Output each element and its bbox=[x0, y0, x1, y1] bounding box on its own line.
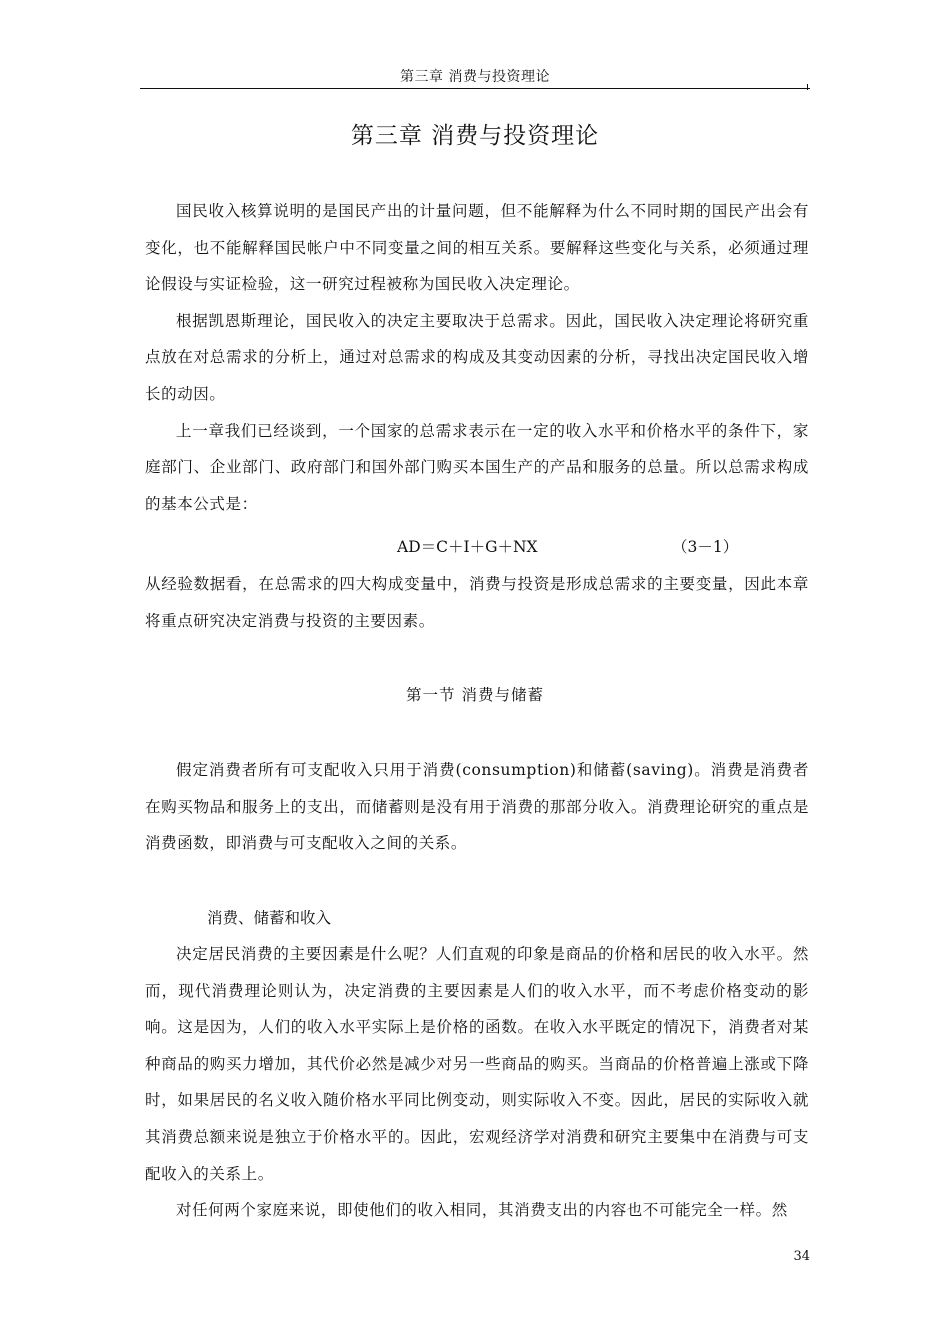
subsection-title bbox=[145, 900, 809, 937]
subsection-title-text: 消费、储蓄和收入 bbox=[207, 909, 332, 927]
paragraph: 决定居民消费的主要因素是什么呢？人们直观的印象是商品的价格和居民的收入水平。然而，现代消费理论则认为，决定消费的主要因素是人们的收入水平，而不考虑价格变动的影响。这是因为，人们的收入水平实际上是价格的函数。在收入水平既定的情况下，消费者对某种商品的购买力增加，其代价必然是减少对另一些商品的购买。当商品的价格普遍上涨或下降时，如果居民的名义收入随价格水平同比例变动，则实际收入不变。因此，居民的实际收入就其消费总额来说是独立于价格水平的。因此，宏观经济学对消费和研究主要集中在消费与可支配收入的关系上。 bbox=[145, 945, 809, 1183]
section-title: 第一节 消费与储蓄 bbox=[406, 686, 544, 704]
running-header: 第三章 消费与投资理论 bbox=[400, 69, 550, 85]
post-formula-text bbox=[145, 566, 809, 639]
paragraph: 上一章我们已经谈到，一个国家的总需求表示在一定的收入水平和价格水平的条件下，家庭部门、企业部门、政府部门和国外部门购买本国生产的产品和服务的总量。所以总需求构成的基本公式是： bbox=[145, 421, 809, 513]
header-rule bbox=[140, 88, 810, 89]
header-rule-tick bbox=[807, 84, 808, 90]
equation-number: （3－1） bbox=[672, 538, 739, 556]
page-number: 34 bbox=[793, 1249, 810, 1264]
section-intro-text bbox=[145, 752, 809, 862]
paragraph: 根据凯恩斯理论，国民收入的决定主要取决于总需求。因此，国民收入决定理论将研究重点放在对总需求的分析上，通过对总需求的构成及其变动因素的分析，寻找出决定国民收入增长的动因。 bbox=[145, 311, 809, 403]
intro-text bbox=[145, 193, 809, 522]
paragraph: 假定消费者所有可支配收入只用于消费(consumption)和储蓄(saving)。消费是消费者在购买物品和服务上的支出，而储蓄则是没有用于消费的那部分收入。消费理论研究的重点是消费函数，即消费与可支配收入之间的关系。 bbox=[145, 761, 809, 853]
paragraph: 从经验数据看，在总需求的四大构成变量中，消费与投资是形成总需求的主要变量，因此本章将重点研究决定消费与投资的主要因素。 bbox=[145, 575, 809, 630]
subsection-body-text bbox=[145, 936, 809, 1229]
formula-expression: AD＝C＋I＋G＋NX bbox=[397, 538, 538, 556]
chapter-title: 第三章 消费与投资理论 bbox=[350, 123, 600, 149]
paragraph: 国民收入核算说明的是国民产出的计量问题，但不能解释为什么不同时期的国民产出会有变化，也不能解释国民帐户中不同变量之间的相互关系。要解释这些变化与关系，必须通过理论假设与实证检验，这一研究过程被称为国民收入决定理论。 bbox=[145, 202, 809, 294]
paragraph: 对任何两个家庭来说，即使他们的收入相同，其消费支出的内容也不可能完全一样。然 bbox=[176, 1201, 788, 1220]
formula-line bbox=[145, 529, 809, 565]
